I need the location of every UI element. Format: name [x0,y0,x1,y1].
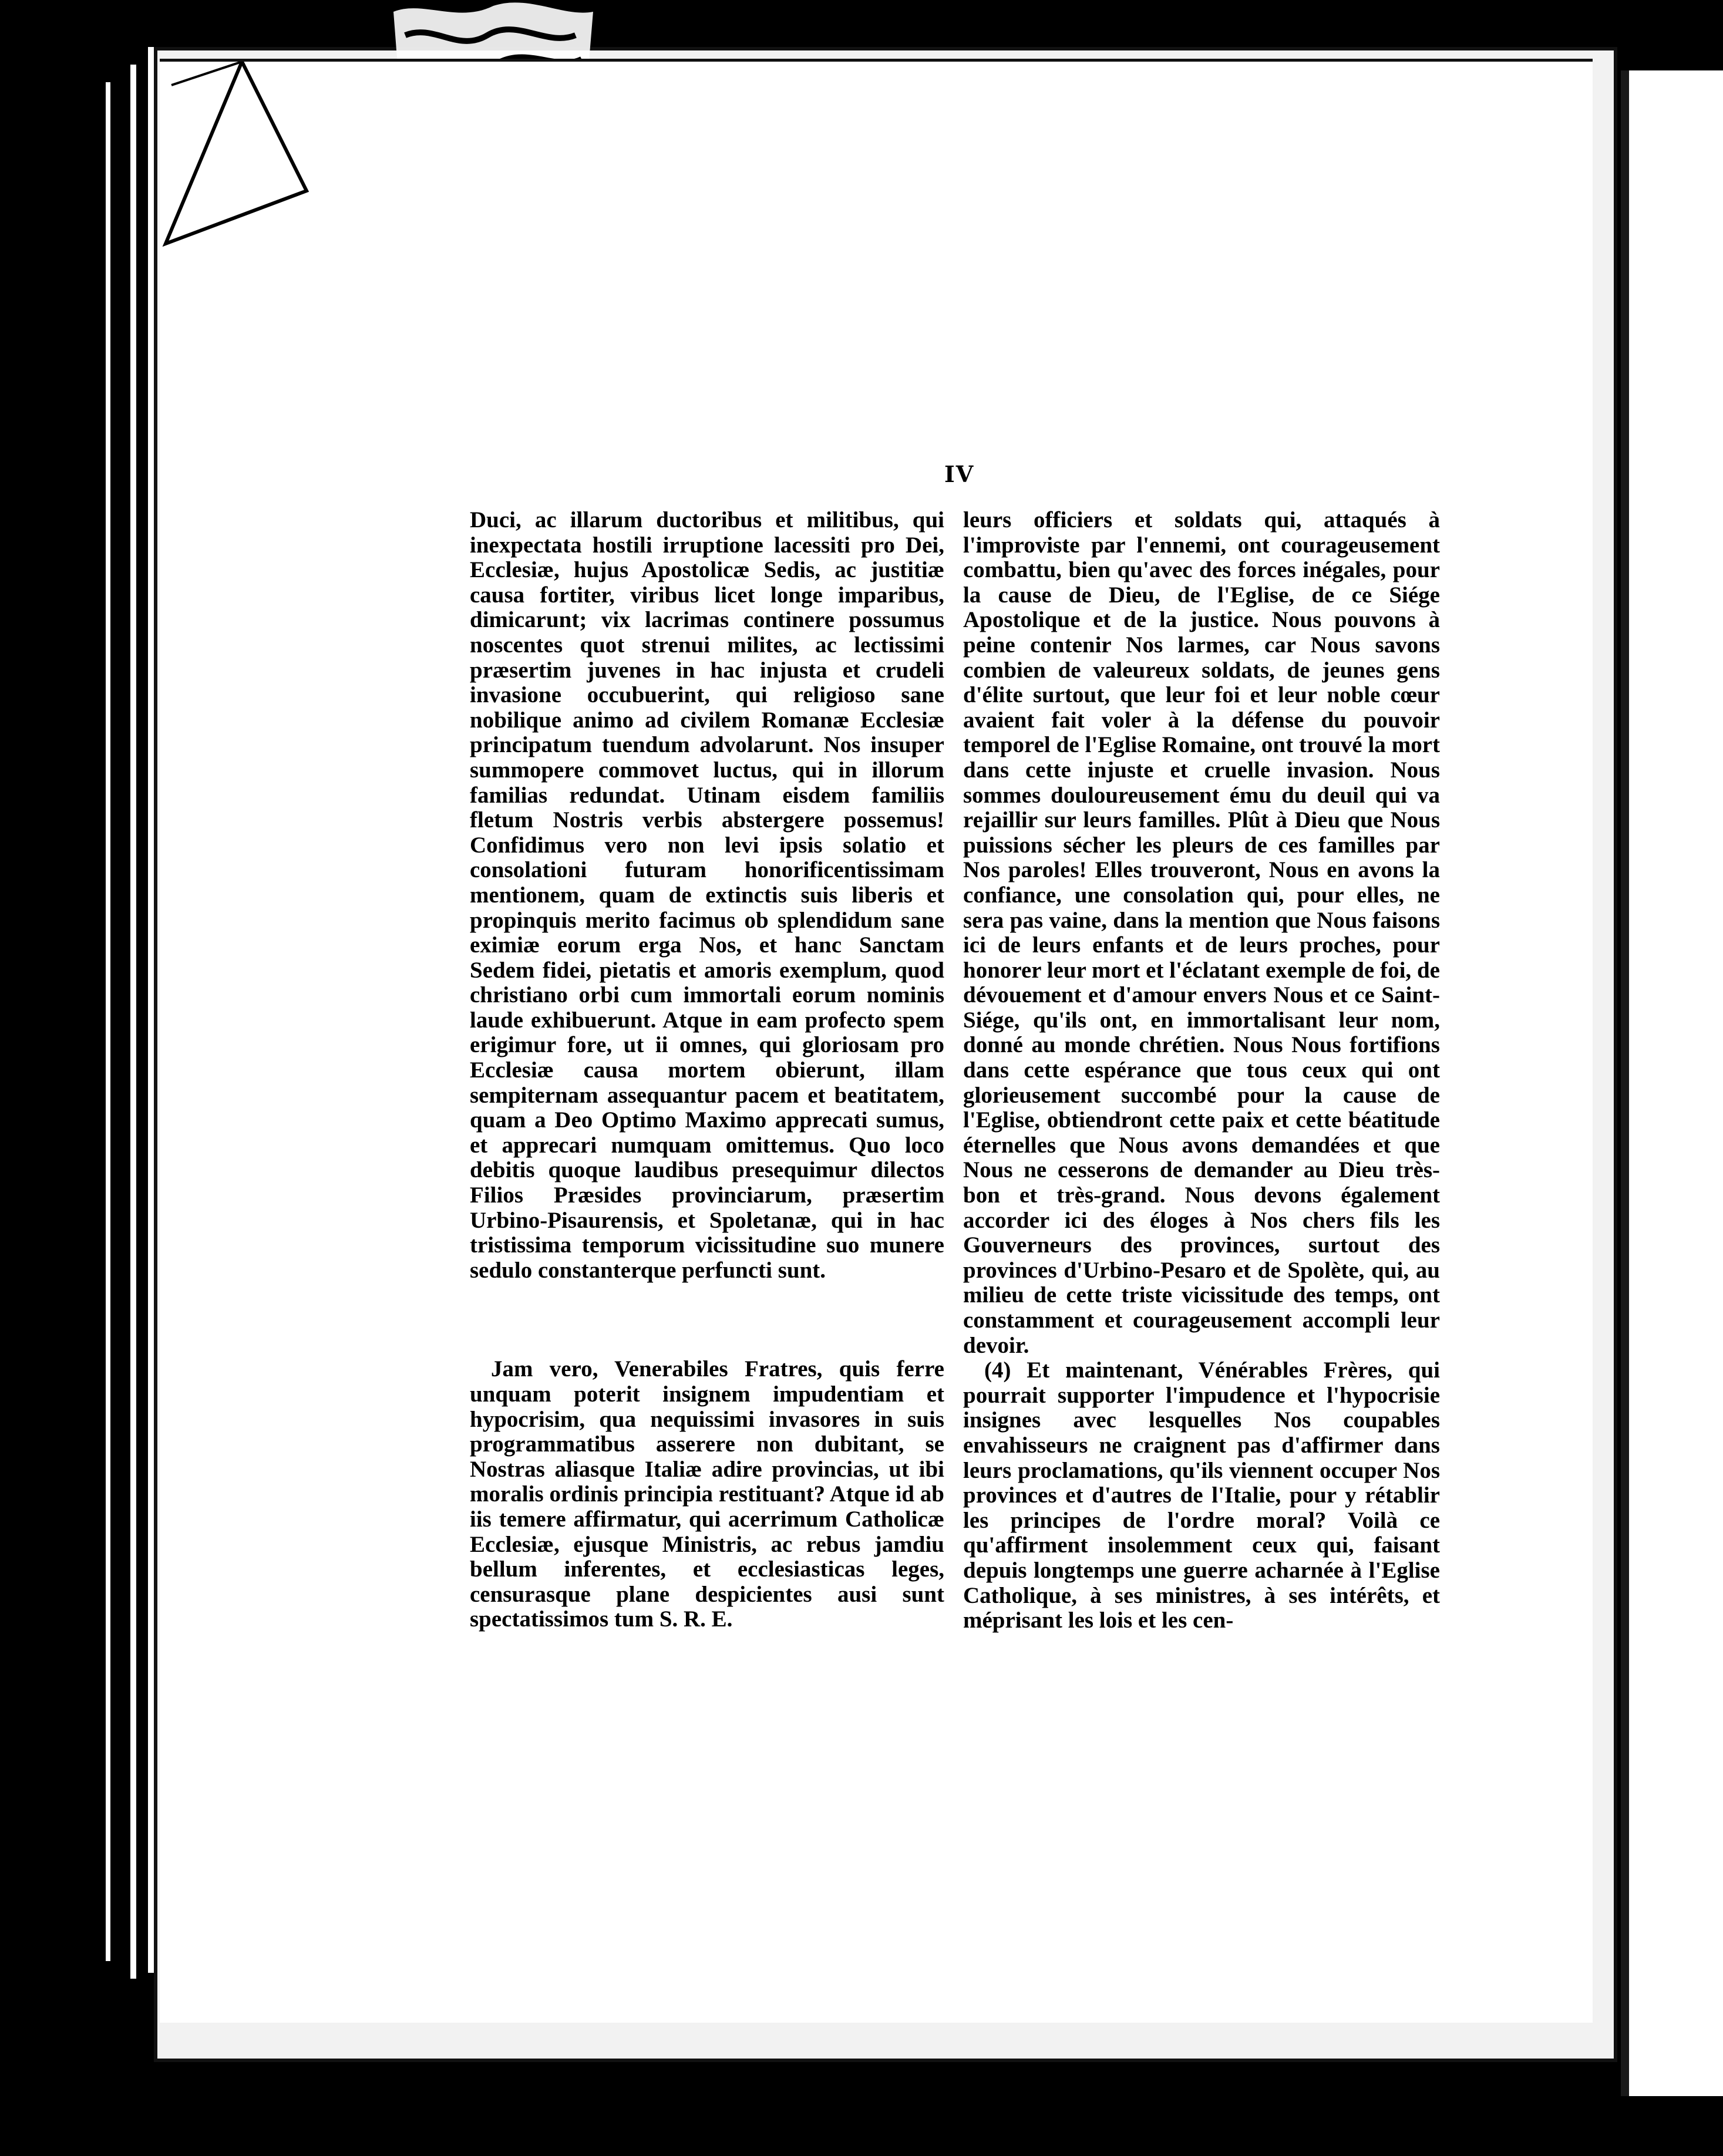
latin-paragraph: Jam vero, Venerabiles Fratres, quis ferre unquam poterit insignem impudentiam et hypocrisim, qua nequissimi invasores in suis programmatibus asserere non dubitant, se Nostras aliasque Italiæ adire provincias, ut ibi moralis ordinis principia restituant? Atque id ab iis temere affirmatur, qui acerrimum Catholicæ Ecclesiæ, ejusque Ministris, ac rebus jamdiu bellum inferentes, et ecclesiasticas leges, censurasque plane despicientes ausi sunt spectatissimos tum S. R. E. [470,1356,944,1632]
folded-corner [160,62,312,250]
latin-paragraph: Duci, ac illarum ductoribus et militibus, qui inexpectata hostili irruptione lacessiti pro Dei, Ecclesiæ, hujus Apostolicæ Sedis, ac justitiæ causa fortiter, viribus licet longe imparibus, dimicarunt; vix lacrimas continere possumus noscentes quot strenui milites, ac lectissimi præsertim juvenes in hac injusta et crudeli invasione occubuerint, qui religioso sane nobilique animo ad civilem Romanæ Ecclesiæ principatum tuendum advolarunt. Nos insuper summopere commovet luctus, qui in illorum familias redundat. Utinam eisdem familiis fletum Nostris verbis abstergere possemus! Confidimus vero non levi ipsis solatio et consolationi futuram honorificentissimam mentionem, quam de extinctis suis liberis et propinquis merito facimus ob splendidum sane eximiæ eorum erga Nos, et hanc Sanctam Sedem fidei, pietatis et amoris exemplum, quod christiano orbi cum immortali eorum nominis laude exhibuerunt. Atque in eam profecto spem erigimur fore, ut ii omnes, qui gloriosam pro Ecclesiæ causa mortem obierunt, illam sempiternam assequantur pacem et beatitatem, quam a Deo Optimo Maximo apprecati sumus, et apprecari numquam omittemus. Quo loco debitis quoque laudibus presequimur dilectos Filios Præsides provinciarum, præsertim Urbino-Pisaurensis, et Spoletanæ, qui in hac tristissima temporum vicissitudine suo munere sedulo constanterque perfuncti sunt. [470,507,944,1283]
page-stack-edge [130,65,136,1979]
french-paragraph: leurs officiers et soldats qui, attaqués à l'improviste par l'ennemi, ont courageusement combattu, bien qu'avec des forces inégales, pour la cause de Dieu, de l'Eglise, de ce Siége Apostolique et de la justice. Nous pouvons à peine contenir Nos larmes, car Nous savons combien de valeureux soldats, de jeunes gens d'élite surtout, que leur foi et leur noble cœur avaient fait voler à la défense du pouvoir temporel de l'Eglise Romaine, ont trouvé la mort dans cette injuste et cruelle invasion. Nous sommes douloureusement ému du deuil qui va rejaillir sur leurs familles. Plût à Dieu que Nous puissions sécher les pleurs de ces familles par Nos paroles! Elles trouveront, Nous en avons la confiance, une consolation qui, pour elles, ne sera pas vaine, dans la mention que Nous faisons ici de leurs enfants et de leurs proches, pour honorer leur mort et l'éclatant exemple de foi, de dévouement et d'amour envers Nous et ce Saint-Siége, qu'ils ont, en immortalisant leur nom, donné au monde chrétien. Nous Nous fortifions dans cette espérance que tous ceux qui ont glorieusement succombé pour la cause de l'Eglise, obtiendront cette paix et cette béatitude éternelles que Nous avons demandées et que Nous ne cesserons de demander au Dieu très-bon et très-grand. Nous devons également accorder ici des éloges à Nos chers fils les Gouverneurs des provinces, surtout des provinces d'Urbino-Pesaro et de Spolète, qui, au milieu de cette triste vicissitude des temps, ont constamment et courageusement accompli leur devoir. [963,507,1440,1358]
page-number: IV [944,461,975,487]
french-paragraph: (4) Et maintenant, Vénérables Frères, qui pourrait supporter l'impudence et l'hypocrisie insignes avec lesquelles Nos coupables envahisseurs ne craignent pas d'affirmer dans leurs proclamations, qu'ils viennent occuper Nos provinces et d'autres de l'Italie, pour y rétablir les principes de l'ordre moral? Voilà ce qu'affirment insolemment ceux qui, faisant depuis longtemps une guerre acharnée à l'Eglise Catholique, à ses ministres, à ses intérêts, et méprisant les lois et les cen- [963,1357,1440,1633]
page-stack-edge [148,47,154,1973]
french-column [963,508,1440,1633]
facing-page-edge [1621,70,1723,2096]
page-stack-edge [106,82,110,1961]
latin-column [470,508,944,1632]
